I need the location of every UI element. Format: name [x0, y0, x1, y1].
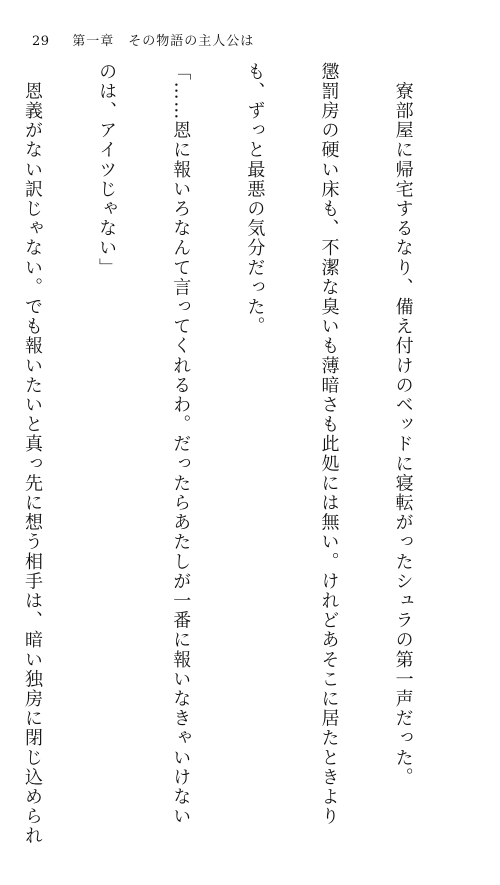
text-line-1: 寮部屋に帰宅するなり、備え付けのベッドに寝転がったシュラの第一声だった。 [392, 62, 414, 788]
body-text [0, 62, 464, 846]
chapter-title: 第一章 その物語の主人公は [72, 34, 255, 49]
running-head [32, 30, 254, 49]
text-line-5: のは、アイツじゃない」 [96, 62, 118, 278]
text-line-4: 「……恩に報いろなんて言ってくれるわ。だったらあたしが一番に報いなきゃいけない [170, 62, 192, 827]
text-line-6: 恩義がない訳じゃない。でも報いたいと真っ先に想う相手は、暗い独房に閉じ込められ [22, 62, 44, 846]
text-line-3: も、ずっと最悪の気分だった。 [244, 62, 266, 337]
text-line-2: 懲罰房の硬い床も、不潔な臭いも薄暗さも此処には無い。けれどあそこに居たときより [318, 62, 340, 827]
page-number: 29 [32, 34, 50, 49]
